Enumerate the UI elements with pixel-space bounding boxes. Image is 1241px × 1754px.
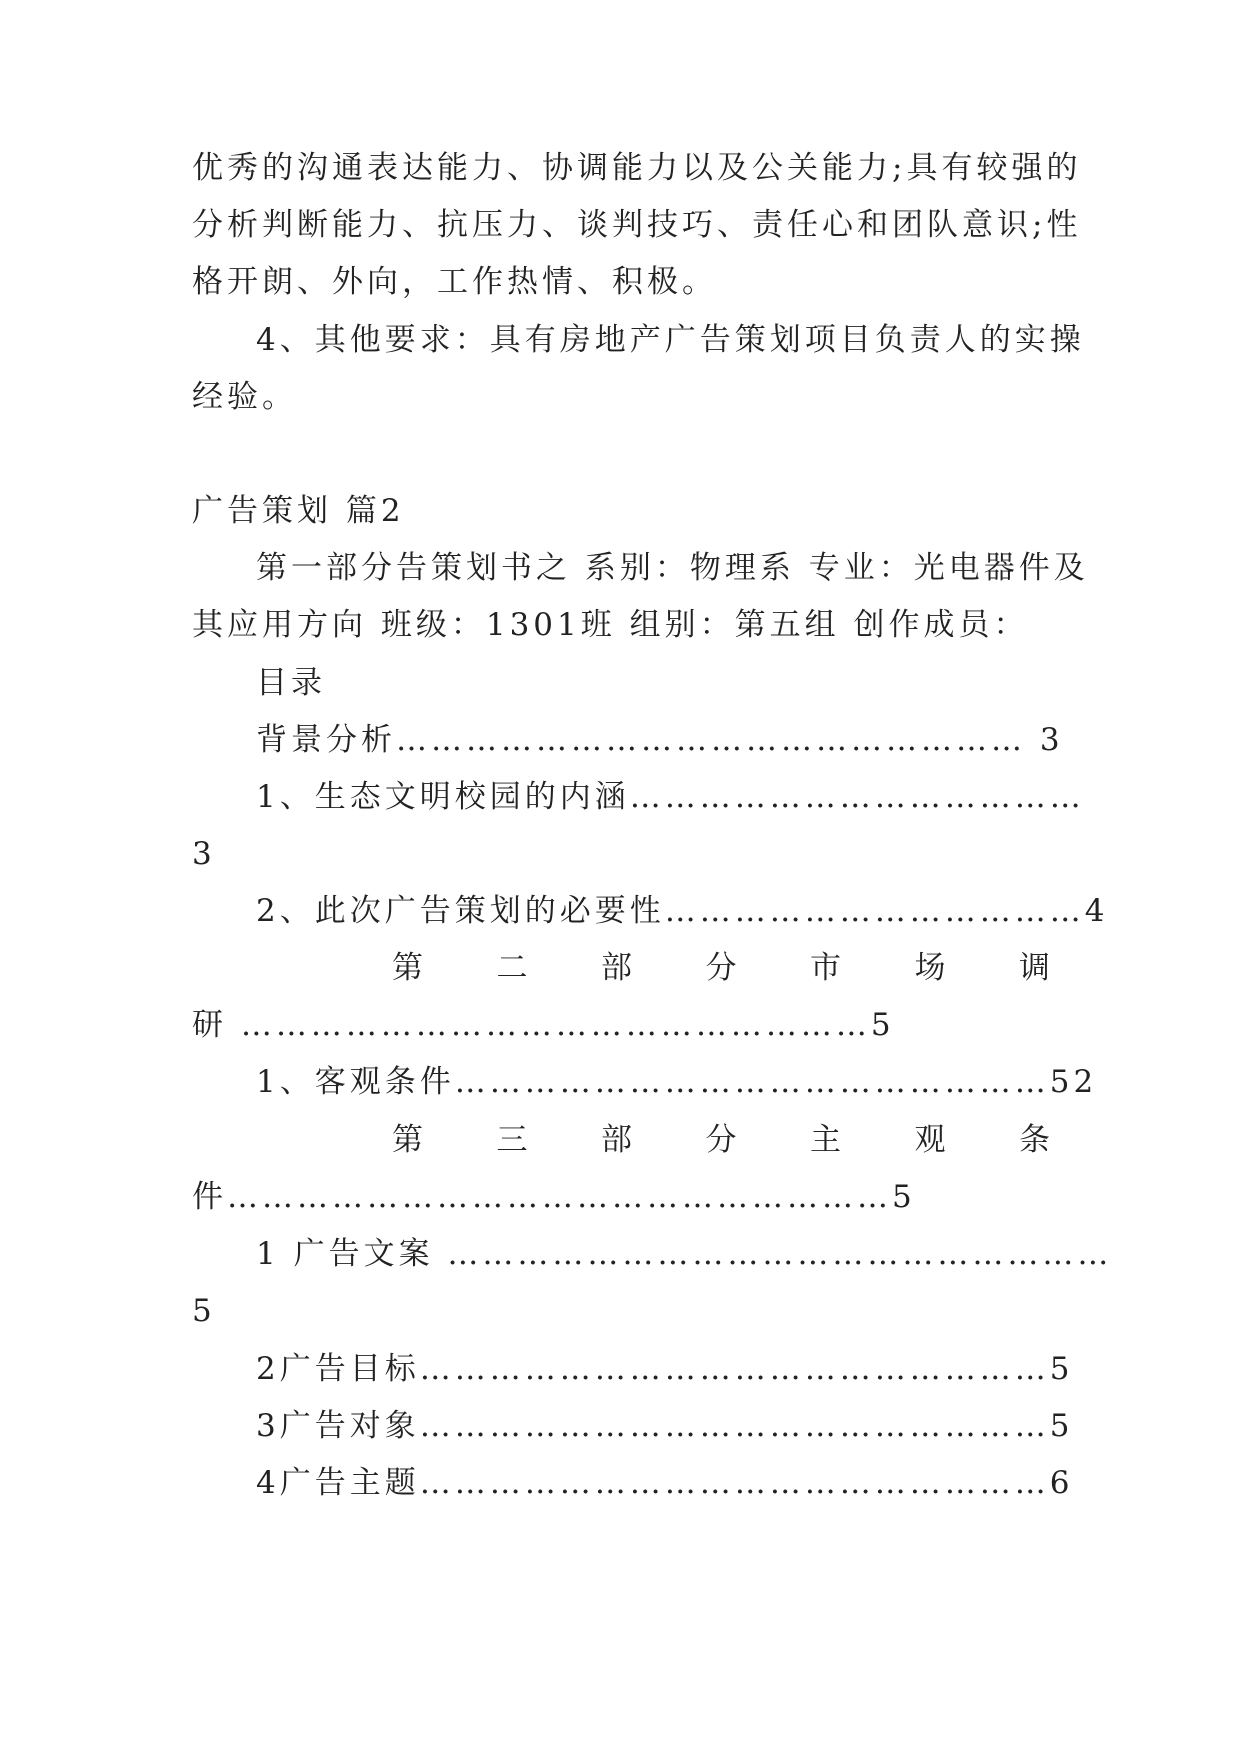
toc-item: 1、生态文明校园的内涵………………………………… [256,779,1085,815]
toc-item-page-number: 5 [192,1293,216,1329]
body-paragraph-line: 4、其他要求：具有房地产广告策划项目负责人的实操 [256,322,1085,358]
toc-part2-char: 市 [810,950,841,986]
toc-part2-char: 部 [601,950,632,986]
toc-item: 研 ………………………………………………5 [192,1007,895,1043]
body-paragraph-line: 分析判断能力、抗压力、谈判技巧、责任心和团队意识;性 [192,207,1082,243]
toc-title: 目录 [256,665,326,701]
section-intro-line: 第一部分告策划书之 系别：物理系 专业：光电器件及 [256,550,1089,586]
toc-part3-char: 部 [601,1122,632,1158]
toc-part2-heading [392,948,1050,988]
toc-part2-char: 分 [705,950,737,986]
toc-part2-char: 第 [392,950,423,986]
toc-item-page-number: 3 [192,836,216,872]
toc-part3-char: 三 [496,1122,528,1158]
toc-item: 4广告主题………………………………………………6 [256,1465,1074,1501]
toc-part3-char: 分 [705,1122,737,1158]
section-heading: 广告策划 篇2 [192,493,405,529]
toc-item: 1 广告文案 ………………………………………………… [256,1236,1113,1272]
body-paragraph-line: 优秀的沟通表达能力、协调能力以及公关能力;具有较强的 [192,150,1082,186]
toc-part2-char: 场 [914,950,946,986]
toc-item: 件…………………………………………………5 [192,1179,916,1215]
toc-part3-char: 观 [914,1122,946,1158]
toc-part3-char: 条 [1019,1122,1050,1158]
toc-item: 背景分析……………………………………………… 3 [256,722,1064,758]
toc-part2-char: 二 [496,950,528,986]
toc-part2-char: 调 [1019,950,1050,986]
toc-item: 1、客观条件……………………………………………52 [256,1064,1098,1100]
toc-item: 3广告对象………………………………………………5 [256,1408,1074,1444]
body-paragraph-line: 格开朗、外向，工作热情、积极。 [192,264,717,300]
section-intro-line: 其应用方向 班级：1301班 组别：第五组 创作成员： [192,607,1029,643]
toc-part3-char: 第 [392,1122,423,1158]
toc-part3-heading [392,1120,1050,1160]
toc-part3-char: 主 [810,1122,841,1158]
toc-item: 2、此次广告策划的必要性………………………………4 [256,893,1109,929]
body-paragraph-line: 经验。 [192,379,297,415]
toc-item: 2广告目标………………………………………………5 [256,1351,1074,1387]
